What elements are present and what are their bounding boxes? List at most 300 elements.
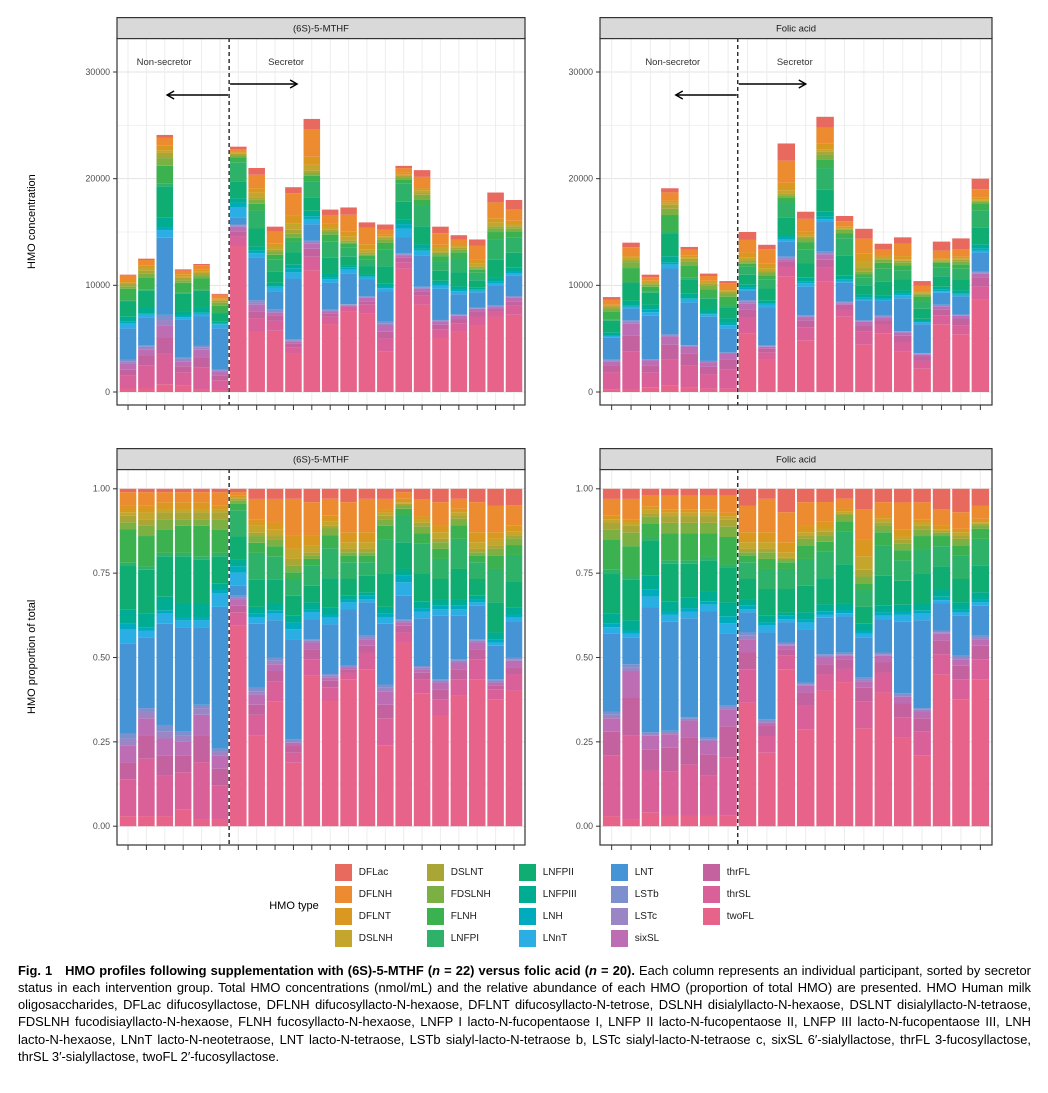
bar-participant-10	[285, 489, 302, 826]
bar-segment-DFLNT	[778, 183, 795, 190]
bar-segment-DSLNT	[739, 261, 756, 263]
legend-label: FDSLNH	[450, 889, 491, 900]
bar-segment-sixSL	[836, 656, 853, 659]
bar-segment-DFLNH	[230, 149, 247, 151]
bar-segment-FDSLNH	[138, 273, 155, 277]
bar-segment-LNFPI	[432, 261, 449, 271]
bar-segment-DFLac	[469, 239, 486, 245]
bar-segment-DSLNT	[377, 516, 394, 519]
bar-segment-DFLNH	[267, 232, 284, 244]
bar-segment-LNT	[157, 238, 174, 315]
bar-segment-twoFL	[661, 386, 678, 392]
bar-participant-14	[359, 489, 376, 826]
bar-segment-thrFL	[622, 698, 639, 735]
bar-segment-DFLac	[661, 489, 678, 496]
bar-segment-FLNH	[681, 266, 698, 278]
bar-segment-DFLac	[700, 489, 717, 496]
bar-segment-DSLNH	[855, 556, 872, 569]
bar-segment-FDSLNH	[248, 536, 265, 543]
bar-segment-LSTc	[972, 273, 989, 274]
bar-segment-DSLNH	[157, 509, 174, 512]
bar-segment-thrSL	[322, 687, 339, 700]
bar-segment-DFLNT	[432, 526, 449, 533]
bar-segment-sixSL	[120, 746, 137, 763]
bar-segment-LNnT	[267, 288, 284, 291]
bar-segment-LNFPII	[377, 266, 394, 283]
legend-swatch-icon	[703, 864, 720, 881]
bar-segment-sixSL	[642, 736, 659, 750]
bar-segment-twoFL	[304, 270, 321, 392]
bar-segment-FDSLNH	[816, 535, 833, 542]
bar-segment-DFLNT	[432, 245, 449, 248]
bar-segment-LNFPIII	[414, 244, 431, 248]
bar-segment-thrSL	[432, 330, 449, 338]
bar-segment-DSLNT	[304, 170, 321, 173]
bar-segment-LNFPIII	[487, 632, 504, 639]
bar-segment-DFLac	[642, 489, 659, 496]
bar-segment-LSTb	[395, 619, 412, 621]
bar-segment-LNFPI	[797, 249, 814, 263]
bar-segment-thrFL	[157, 755, 174, 775]
bar-segment-LSTc	[622, 668, 639, 671]
bar-segment-twoFL	[359, 313, 376, 392]
bar-segment-LNFPII	[952, 279, 969, 290]
bar-segment-LNFPII	[285, 596, 302, 616]
legend-entry-LNFPI	[427, 930, 503, 947]
bar-segment-DFLNH	[248, 175, 265, 188]
bar-segment-sixSL	[451, 663, 468, 670]
bar-segment-LNT	[248, 624, 265, 688]
bar-segment-thrSL	[952, 679, 969, 699]
bar-segment-LSTb	[377, 684, 394, 687]
bar-segment-LNT	[778, 242, 795, 257]
bar-participant-22	[506, 489, 523, 826]
bar-segment-DFLNH	[972, 189, 989, 197]
bar-participant-12	[322, 489, 339, 826]
bar-segment-LNH	[855, 297, 872, 299]
bar-segment-twoFL	[193, 389, 210, 392]
bar-segment-LNT	[304, 619, 321, 639]
bar-segment-LSTc	[855, 321, 872, 322]
bar-segment-FLNH	[230, 504, 247, 511]
bar-segment-LSTb	[230, 224, 247, 225]
bar-segment-LNnT	[875, 300, 892, 301]
bar-segment-LNFPIII	[304, 602, 321, 609]
bar-participant-9	[267, 227, 284, 392]
bar-segment-LNH	[778, 237, 795, 239]
bar-participant-3	[157, 135, 174, 392]
y-tick-label: 20000	[568, 173, 593, 184]
bar-segment-LNH	[157, 227, 174, 230]
bar-segment-DSLNH	[451, 246, 468, 248]
y-tick-label: 0.25	[575, 736, 593, 747]
bar-segment-DSLNH	[304, 165, 321, 170]
bar-segment-LNFPIII	[432, 599, 449, 606]
bar-segment-LNFPII	[248, 228, 265, 246]
bar-segment-LNFPII	[700, 560, 717, 591]
bar-segment-twoFL	[719, 389, 736, 392]
bar-segment-LNnT	[952, 295, 969, 297]
bar-segment-LNFPI	[972, 210, 989, 227]
bar-segment-LSTc	[681, 719, 698, 721]
bar-segment-DFLac	[797, 212, 814, 219]
bar-segment-twoFL	[285, 353, 302, 392]
bar-participant-1	[603, 489, 620, 826]
bar-segment-thrSL	[972, 659, 989, 679]
bar-segment-twoFL	[894, 738, 911, 827]
bar-segment-LNFPI	[248, 211, 265, 229]
bar-segment-DSLNH	[377, 236, 394, 238]
bar-segment-LNFPII	[322, 258, 339, 274]
bar-segment-DSLNT	[933, 531, 950, 533]
bar-segment-FLNH	[248, 204, 265, 211]
bar-segment-DFLac	[377, 225, 394, 230]
bar-segment-DFLac	[395, 166, 412, 168]
bar-segment-LSTc	[642, 734, 659, 736]
bar-segment-LSTb	[622, 320, 639, 321]
bar-segment-DSLNT	[506, 535, 523, 538]
bar-segment-LNFPII	[622, 580, 639, 620]
bar-participant-2	[622, 489, 639, 826]
bar-segment-DFLNT	[972, 198, 989, 200]
bar-segment-DFLNT	[778, 542, 795, 552]
bar-segment-LNFPI	[469, 273, 486, 281]
bar-segment-DFLac	[487, 489, 504, 506]
bar-segment-thrSL	[212, 786, 229, 820]
bar-segment-LSTb	[157, 315, 174, 320]
bar-segment-LSTc	[193, 708, 210, 715]
bar-segment-DFLNT	[212, 299, 229, 300]
bar-segment-sixSL	[469, 642, 486, 649]
bar-segment-LNFPII	[661, 234, 678, 257]
bar-segment-sixSL	[778, 259, 795, 261]
bar-segment-DFLNH	[120, 492, 137, 505]
bar-segment-LNnT	[778, 619, 795, 622]
bar-segment-LNFPI	[952, 556, 969, 579]
bar-segment-LNT	[285, 639, 302, 739]
bar-segment-twoFL	[304, 676, 321, 826]
bar-segment-LNT	[469, 292, 486, 307]
legend-label: DSLNT	[450, 867, 484, 878]
bar-segment-twoFL	[952, 699, 969, 826]
bar-segment-LNT	[285, 278, 302, 339]
bar-segment-sixSL	[875, 656, 892, 663]
bar-segment-LSTc	[120, 362, 137, 364]
bar-segment-LSTc	[700, 362, 717, 363]
bar-segment-thrFL	[836, 659, 853, 669]
bar-segment-twoFL	[322, 324, 339, 392]
bar-segment-LNFPII	[230, 537, 247, 560]
bar-segment-LNH	[816, 217, 833, 220]
legend-entry-DFLNH	[335, 886, 411, 903]
bar-segment-thrSL	[797, 328, 814, 340]
bar-segment-sixSL	[120, 364, 137, 370]
bar-segment-LSTc	[642, 360, 659, 361]
bar-segment-twoFL	[230, 246, 247, 392]
bar-segment-LNnT	[797, 283, 814, 287]
bar-participant-11	[797, 212, 814, 392]
bar-segment-LNnT	[642, 597, 659, 607]
y-tick-label: 0.25	[92, 736, 110, 747]
legend-entry-FLNH	[427, 908, 503, 925]
bar-segment-LNH	[120, 623, 137, 630]
bar-segment-thrFL	[285, 343, 302, 347]
bar-segment-FDSLNH	[836, 515, 853, 522]
bar-segment-DSLNH	[778, 190, 795, 194]
bar-segment-DSLNH	[120, 512, 137, 515]
bar-segment-thrSL	[739, 669, 756, 702]
bar-segment-LNFPII	[642, 541, 659, 576]
bar-segment-LNT	[661, 269, 678, 335]
bar-segment-LNT	[875, 301, 892, 316]
bar-segment-LNnT	[377, 617, 394, 624]
bar-segment-LSTc	[285, 340, 302, 341]
bar-segment-LSTc	[469, 641, 486, 643]
bar-segment-thrSL	[248, 318, 265, 331]
bar-segment-DSLNT	[778, 557, 795, 559]
legend-swatch-icon	[703, 908, 720, 925]
bar-segment-FDSLNH	[285, 234, 302, 238]
bar-segment-LNFPII	[952, 579, 969, 602]
bar-segment-DSLNT	[642, 283, 659, 284]
y-axis-title-proportion: HMO proportion of total	[26, 599, 38, 715]
bar-segment-thrSL	[778, 656, 795, 669]
bar-segment-DFLNT	[359, 532, 376, 542]
bar-segment-thrFL	[138, 735, 155, 759]
bar-segment-thrFL	[120, 370, 137, 376]
bar-segment-FLNH	[758, 559, 775, 569]
bar-segment-LNFPIII	[248, 246, 265, 250]
bar-segment-LNH	[913, 321, 930, 322]
bar-segment-twoFL	[758, 360, 775, 392]
bar-segment-DFLNT	[739, 532, 756, 542]
bar-segment-DSLNH	[506, 532, 523, 535]
panel-title: Folic acid	[775, 23, 817, 35]
bar-segment-DFLNH	[395, 492, 412, 499]
bar-segment-LNFPII	[451, 569, 468, 599]
bar-segment-thrFL	[778, 262, 795, 267]
bar-segment-LNnT	[359, 599, 376, 602]
bar-segment-thrFL	[952, 666, 969, 679]
bar-segment-sixSL	[952, 316, 969, 319]
bar-segment-thrSL	[469, 659, 486, 679]
bar-segment-thrSL	[681, 765, 698, 816]
bar-segment-LNT	[739, 612, 756, 632]
bar-segment-LSTb	[603, 360, 620, 361]
bar-segment-twoFL	[248, 735, 265, 826]
bar-segment-twoFL	[972, 679, 989, 826]
bar-segment-LNFPI	[622, 281, 639, 282]
bar-segment-LNFPII	[778, 589, 795, 612]
bar-segment-LNFPI	[304, 566, 321, 586]
bar-segment-FDSLNH	[681, 262, 698, 266]
bar-segment-LNH	[622, 305, 639, 306]
bar-segment-LNFPII	[377, 573, 394, 607]
bar-participant-2	[622, 243, 639, 392]
bar-segment-FDSLNH	[487, 549, 504, 556]
bar-segment-LNFPII	[157, 556, 174, 596]
bar-participant-17	[913, 489, 930, 826]
bar-segment-DFLNH	[661, 496, 678, 510]
bar-segment-FLNH	[340, 556, 357, 563]
bar-segment-LSTb	[836, 653, 853, 655]
bar-segment-DSLNT	[212, 301, 229, 303]
bar-segment-DFLNT	[193, 502, 210, 509]
bar-segment-thrSL	[681, 366, 698, 388]
legend-title: HMO type	[269, 899, 319, 912]
bar-segment-twoFL	[340, 312, 357, 392]
bar-segment-DSLNT	[451, 248, 468, 250]
bar-segment-FLNH	[157, 166, 174, 184]
legend-label: DFLNH	[358, 889, 393, 900]
bar-segment-LSTc	[700, 739, 717, 741]
bar-participant-10	[778, 489, 795, 826]
bar-segment-FDSLNH	[359, 254, 376, 256]
bar-segment-LNnT	[175, 317, 192, 319]
bar-segment-LNnT	[661, 615, 678, 622]
bar-segment-LSTc	[322, 311, 339, 312]
bar-segment-DFLNT	[230, 495, 247, 497]
bar-segment-LNT	[340, 273, 357, 304]
bar-segment-LNH	[797, 281, 814, 283]
bar-segment-LNFPII	[120, 302, 137, 317]
bar-segment-LNnT	[193, 314, 210, 317]
bar-segment-LSTc	[395, 254, 412, 255]
bar-segment-LSTb	[875, 652, 892, 654]
legend-label: thrSL	[726, 889, 751, 900]
bar-segment-DFLNT	[285, 536, 302, 549]
bar-segment-LNH	[972, 248, 989, 250]
bar-segment-LNFPI	[506, 555, 523, 581]
bar-segment-DFLNH	[322, 499, 339, 516]
bar-segment-LSTb	[894, 693, 911, 695]
bar-segment-FLNH	[875, 532, 892, 545]
y-tick-label: 0.75	[575, 568, 593, 579]
bar-segment-twoFL	[432, 338, 449, 392]
bar-segment-LNFPI	[487, 569, 504, 602]
bar-segment-LNFPIII	[248, 607, 265, 614]
bar-segment-FLNH	[285, 238, 302, 242]
bar-segment-DFLNT	[894, 256, 911, 259]
bar-segment-DFLNT	[933, 258, 950, 260]
bar-segment-twoFL	[469, 679, 486, 826]
bar-segment-LNFPII	[622, 283, 639, 301]
bar-segment-DFLNH	[875, 502, 892, 515]
bar-segment-LNFPIII	[719, 602, 736, 616]
bar-segment-LNnT	[758, 626, 775, 633]
bar-segment-LNFPI	[193, 290, 210, 291]
bar-segment-twoFL	[451, 331, 468, 392]
bar-segment-DFLNT	[681, 509, 698, 512]
bar-segment-sixSL	[212, 755, 229, 768]
bar-segment-DFLac	[414, 489, 431, 499]
bar-segment-DFLNH	[414, 499, 431, 516]
bar-segment-DSLNT	[377, 238, 394, 240]
legend-swatch-icon	[611, 864, 628, 881]
bar-segment-LNH	[304, 216, 321, 219]
bar-segment-DFLac	[894, 237, 911, 243]
bar-segment-LNnT	[681, 300, 698, 303]
bar-segment-DFLNH	[469, 246, 486, 260]
bar-segment-DFLNT	[395, 173, 412, 175]
bar-segment-twoFL	[469, 326, 486, 392]
bar-segment-DFLNT	[719, 289, 736, 290]
bar-segment-thrSL	[157, 353, 174, 384]
bar-segment-LNT	[120, 328, 137, 360]
bar-segment-twoFL	[175, 809, 192, 826]
bar-segment-LNT	[230, 586, 247, 596]
bar-segment-FLNH	[972, 529, 989, 539]
bar-segment-sixSL	[487, 683, 504, 686]
bar-segment-LNnT	[797, 622, 814, 629]
bar-segment-DFLac	[248, 168, 265, 175]
bar-segment-DSLNT	[622, 259, 639, 262]
bar-segment-twoFL	[285, 763, 302, 826]
bar-segment-LNnT	[138, 631, 155, 638]
bar-segment-twoFL	[487, 699, 504, 826]
legend-swatch-icon	[335, 908, 352, 925]
bar-segment-twoFL	[739, 703, 756, 827]
bar-segment-LNFPIII	[487, 277, 504, 281]
bar-segment-thrFL	[875, 663, 892, 673]
bar-segment-LSTc	[175, 359, 192, 361]
bar-segment-LNT	[322, 283, 339, 310]
bar-participant-11	[304, 119, 321, 392]
legend	[0, 864, 1048, 947]
bar-segment-LSTb	[267, 309, 284, 311]
bar-segment-thrFL	[359, 301, 376, 304]
bar-segment-LNFPI	[933, 267, 950, 276]
bar-segment-LNnT	[972, 250, 989, 252]
bar-segment-sixSL	[395, 622, 412, 625]
bar-segment-LNFPIII	[778, 235, 795, 237]
bar-segment-DSLNH	[642, 282, 659, 283]
bar-segment-thrFL	[952, 319, 969, 325]
bar-segment-DFLNH	[816, 128, 833, 144]
bar-segment-LNFPI	[432, 559, 449, 579]
figure-caption: Fig. 1 HMO profiles following supplementation with (6S)-5-MTHF (n = 22) versus folic acid (n = 20). Each column represents an individual participant, sorted by secretor status in each intervention group. Total HMO concentrations (nmol/mL) and the relative abundance of each HMO (proportion of total HMO) are presented. HMO Human milk oligosaccharides, DFLac difucosyllactose, DFLNH difucosyllacto-N-hexaose, DFLNT difucosyllacto-N-tetrose, DSLNH disialyllacto-N-hexaose, DSLNT disialyllacto-N-tetraose, FDSLNH fucodisiayllacto-N-hexaose, FLNH fucosyllacto-N-hexaose, LNFP I lacto-N-fucopentaose I, LNFP II lacto-N-fucopentaose II, LNFP III lacto-N-fucopentaose III, LNH lacto-N-hexaose, LNnT lacto-N-neotetraose, LNT lacto-N-tetraose, LSTb sialyl-lacto-N-tetraose b, LSTc sialyl-lacto-N-tetraose c, sixSL 6′-sialyllactose, thrFL 3-fucosyllactose, thrSL 3′-sialyllactose, twoFL 2′-fucosyllactose.	[18, 963, 1031, 1064]
bar-segment-LNFPII	[175, 556, 192, 603]
bar-segment-LSTc	[377, 323, 394, 325]
legend-swatch-icon	[427, 908, 444, 925]
bar-segment-thrSL	[894, 342, 911, 351]
bar-segment-DSLNT	[719, 520, 736, 527]
bar-segment-thrSL	[739, 318, 756, 334]
bar-segment-sixSL	[212, 371, 229, 375]
bar-segment-LSTc	[836, 302, 853, 303]
bar-segment-LNnT	[212, 324, 229, 328]
bar-segment-FDSLNH	[193, 276, 210, 279]
bar-segment-DFLac	[913, 489, 930, 502]
bar-segment-FDSLNH	[952, 539, 969, 546]
bar-segment-LNFPIII	[681, 294, 698, 298]
bar-segment-LSTc	[875, 316, 892, 317]
bar-segment-DFLac	[340, 489, 357, 502]
bar-segment-FDSLNH	[622, 262, 639, 268]
bar-segment-LNFPI	[322, 242, 339, 258]
bar-segment-LSTb	[855, 678, 872, 680]
bar-segment-thrFL	[661, 748, 678, 772]
legend-label: DSLNH	[358, 933, 393, 944]
bar-segment-LNFPII	[642, 293, 659, 305]
bar-segment-FLNH	[248, 543, 265, 553]
bar-segment-LNFPII	[700, 299, 717, 310]
bar-segment-LNnT	[816, 219, 833, 222]
bar-segment-DFLac	[622, 489, 639, 499]
bar-segment-LNFPI	[622, 577, 639, 580]
bar-segment-DFLNH	[193, 265, 210, 269]
bar-segment-DSLNH	[797, 235, 814, 237]
